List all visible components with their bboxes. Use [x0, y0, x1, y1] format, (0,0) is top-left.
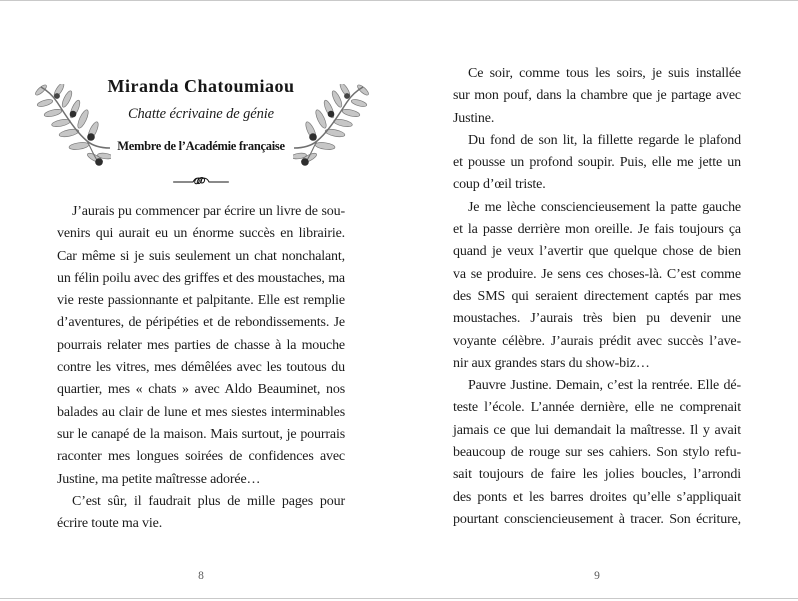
- chapter-author-subtitle: Chatte écrivaine de génie: [127, 106, 275, 122]
- body-line: Pauvre Justine. Demain, c’est la rentrée. Elle dé-: [468, 378, 741, 394]
- body-line: et la passe derrière mon oreille. Je fais toujours ça: [453, 222, 741, 238]
- paragraph: [453, 197, 741, 375]
- flourish-divider-icon: [172, 173, 230, 190]
- body-line: des SMS qui seraient directement captés par mes: [453, 288, 741, 304]
- body-line: quand je veux l’avertir que quelque chose de bien: [453, 244, 741, 260]
- bottom-border-rule: [0, 598, 798, 599]
- body-line: va se produire. Je sens ces choses-là. C’est comme: [453, 266, 741, 282]
- paragraph: [453, 375, 741, 531]
- body-line: un félin poilu avec des griffes et des moustaches, ma: [57, 270, 345, 286]
- body-line: vie reste passionnante et palpitante. Elle est remplie: [57, 293, 345, 309]
- body-line: teste l’école. L’année dernière, elle ne comprenait: [453, 400, 741, 416]
- body-line: coup d’œil triste.: [453, 177, 546, 193]
- chapter-author-title: Miranda Chatoumiaou: [107, 76, 295, 96]
- body-line: Ce soir, comme tous les soirs, je suis installée: [468, 66, 741, 81]
- body-line: sur le canapé de la maison. Mais surtout, je pourrais: [57, 426, 345, 442]
- paragraph: [453, 63, 741, 130]
- body-line: Car même si je suis seulement un chat nonchalant,: [57, 248, 345, 264]
- paragraph: [57, 491, 345, 536]
- body-line: Justine, ma petite maîtresse adorée…: [57, 471, 261, 487]
- body-line: Justine.: [453, 110, 495, 126]
- body-line: pourtant consciencieusement à tracer. Son écriture,: [453, 511, 741, 527]
- chapter-author-affiliation: Membre de l’Académie française: [117, 139, 285, 153]
- body-line: C’est sûr, il faudrait plus de mille pages pour: [72, 493, 345, 509]
- body-line: venirs qui aurait eu un énorme succès en librairie.: [57, 226, 345, 242]
- body-line: contre les vitres, mes démêlées avec les toutous du: [57, 360, 345, 376]
- paragraph: [57, 201, 345, 491]
- body-line: pourrais relater mes parties de chasse à la mouche: [57, 337, 345, 353]
- body-line: sur mon pouf, dans la chambre que je partage avec: [453, 88, 741, 104]
- body-line: voyante célèbre. J’aurais prédit avec succès l’ave-: [453, 333, 741, 349]
- paragraph: [453, 130, 741, 197]
- page-number-left: 8: [198, 570, 204, 582]
- body-line: jamais ce que lui demandait la maîtresse. Il y avait: [453, 422, 741, 438]
- body-line: J’aurais pu commencer par écrire un livre de sou-: [72, 204, 345, 219]
- body-line: nir aux grandes stars du show-biz…: [453, 355, 650, 371]
- page-right-body: [453, 63, 741, 531]
- body-line: Je me lèche consciencieusement la patte gauche: [468, 199, 741, 215]
- page-left-body: [57, 201, 345, 535]
- body-line: moustaches. J’aurais très bien pu devenir une: [453, 311, 741, 327]
- body-line: balades au clair de lune et mes siestes interminables: [57, 404, 345, 420]
- body-line: Du fond de son lit, la fillette regarde le plafond: [468, 132, 741, 148]
- body-line: écrire toute ma vie.: [57, 516, 163, 532]
- body-line: sait toujours de faire les jolies boucles, l’arrondi: [453, 467, 741, 483]
- body-line: quartier, mes « chats » avec Aldo Beauminet, nos: [57, 382, 345, 398]
- page-number-right: 9: [594, 570, 600, 582]
- body-line: raconter mes longues soirées de confidences avec: [57, 449, 345, 465]
- body-line: d’aventures, de péripéties et de rebondissements. Je: [57, 315, 345, 331]
- body-line: beaucoup de rouge sur ses cahiers. Son stylo refu-: [453, 445, 741, 461]
- top-border-rule: [0, 0, 798, 1]
- body-line: et pousse un profond soupir. Puis, elle me jette un: [453, 155, 741, 171]
- body-line: des ponts et les barres droites qu’elle s’appliquait: [453, 489, 741, 505]
